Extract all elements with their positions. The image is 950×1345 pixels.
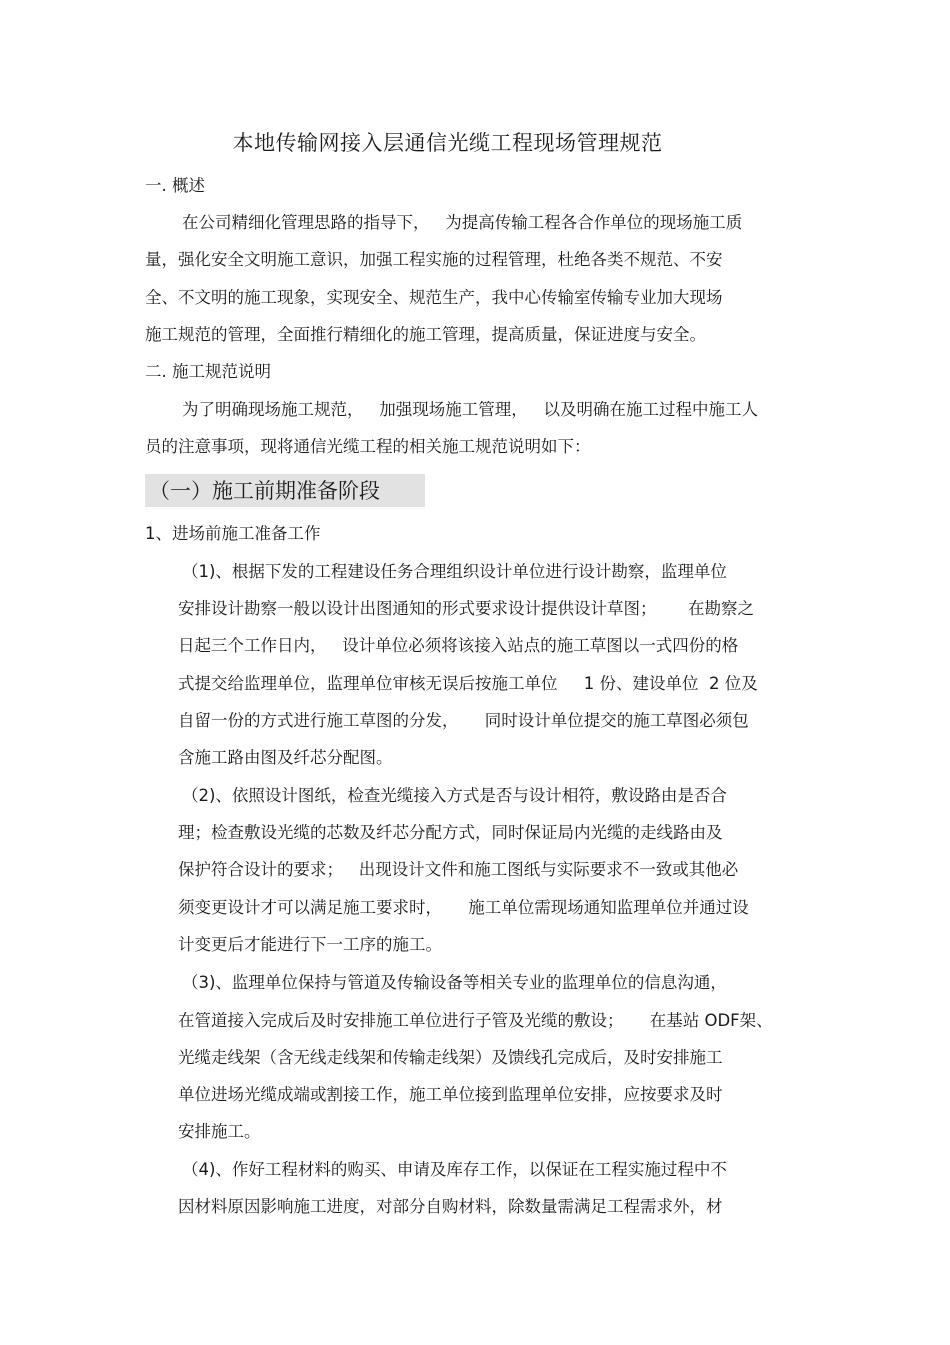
item-line: 计变更后才能进行下一工序的施工。 <box>178 935 442 954</box>
item-line: 单位进场光缆成端或割接工作，施工单位接到监理单位安排，应按要求及时 <box>178 1085 723 1104</box>
phase-heading: （一）施工前期准备阶段 <box>149 479 380 503</box>
item-line: 式提交给监理单位，监理单位审核无误后按施工单位 1 份、建设单位 2 位及 <box>178 674 758 693</box>
item-line: （4)、作好工程材料的购买、申请及库存工作，以保证在工程实施过程中不 <box>182 1160 727 1179</box>
item-line: （2)、依照设计图纸，检查光缆接入方式是否与设计相符，敷设路由是否合 <box>182 786 727 805</box>
paragraph-line: 为了明确现场施工规范， 加强现场施工管理， 以及明确在施工过程中施工人 <box>182 400 758 419</box>
item-line: 安排施工。 <box>178 1122 261 1141</box>
item-line: 须变更设计才可以满足施工要求时， 施工单位需现场通知监理单位并通过设 <box>178 898 749 917</box>
paragraph-line: 在公司精细化管理思路的指导下， 为提高传输工程各合作单位的现场施工质 <box>182 213 743 232</box>
item-line: 含施工路由图及纤芯分配图。 <box>178 748 393 767</box>
paragraph-line: 量，强化安全文明施工意识，加强工程实施的过程管理，杜绝各类不规范、不安 <box>145 250 723 269</box>
item-line: 因材料原因影响施工进度，对部分自购材料，除数量需满足工程需求外，材 <box>178 1197 723 1216</box>
paragraph-line: 员的注意事项，现将通信光缆工程的相关施工规范说明如下： <box>145 437 591 456</box>
item-line: 日起三个工作日内， 设计单位必须将该接入站点的施工草图以一式四份的格 <box>178 636 739 655</box>
item-line: 光缆走线架（含无线走线架和传输走线架）及馈线孔完成后，及时安排施工 <box>178 1048 723 1067</box>
section-heading-overview: 一. 概述 <box>145 176 205 195</box>
item-line: （3)、监理单位保持与管道及传输设备等相关专业的监理单位的信息沟通， <box>182 973 727 992</box>
item-line: 自留一份的方式进行施工草图的分发， 同时设计单位提交的施工草图必须包 <box>178 711 749 730</box>
phase-heading-box <box>145 474 425 507</box>
item-line: 保护符合设计的要求； 出现设计文件和施工图纸与实际要求不一致或其他必 <box>178 860 739 879</box>
paragraph-line: 施工规范的管理，全面推行精细化的施工管理，提高质量，保证进度与安全。 <box>145 325 706 344</box>
item-line: 理；检查敷设光缆的芯数及纤芯分配方式，同时保证局内光缆的走线路由及 <box>178 823 723 842</box>
document-title: 本地传输网接入层通信光缆工程现场管理规范 <box>232 131 663 155</box>
item-heading: 1、进场前施工准备工作 <box>145 524 321 543</box>
item-line: 安排设计勘察一般以设计出图通知的形式要求设计提供设计草图； 在勘察之 <box>178 599 754 618</box>
paragraph-line: 全、不文明的施工现象，实现安全、规范生产，我中心传输室传输专业加大现场 <box>145 288 723 307</box>
item-line: 在管道接入完成后及时安排施工单位进行子管及光缆的敷设； 在基站 ODF架、 <box>178 1011 773 1030</box>
item-line: （1)、根据下发的工程建设任务合理组织设计单位进行设计勘察，监理单位 <box>182 562 727 581</box>
section-heading-spec: 二. 施工规范说明 <box>145 362 271 381</box>
